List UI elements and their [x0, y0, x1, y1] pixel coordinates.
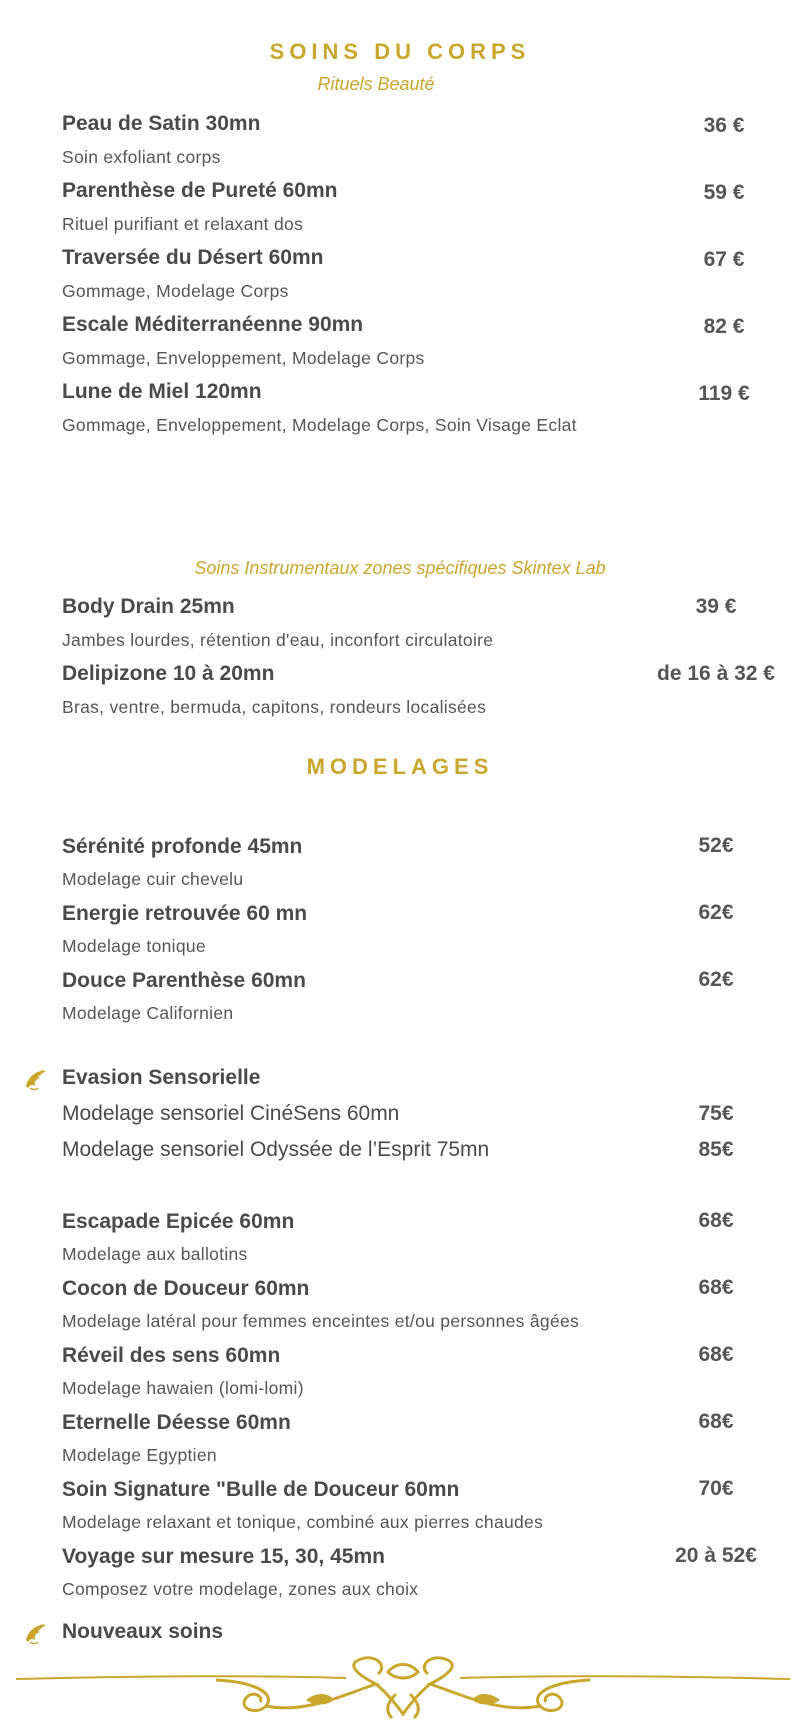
menu-item-name: Lune de Miel 120mn [62, 380, 262, 403]
menu-item-description: Modelage relaxant et tonique, combiné aux pierres chaudes [62, 1512, 544, 1532]
menu-item-name: Soin Signature "Bulle de Douceur 60mn [62, 1478, 460, 1501]
menu-item-price: de 16 à 32 € [657, 662, 775, 685]
menu-item-price: 20 à 52€ [675, 1544, 757, 1567]
menu-item-price: 68€ [698, 1276, 734, 1299]
sensory-section-title: Evasion Sensorielle [62, 1066, 261, 1089]
menu-item-price: 59 € [703, 181, 745, 204]
menu-item-name: Escale Méditerranéenne 90mn [62, 313, 364, 336]
menu-item-price: 68€ [698, 1343, 734, 1366]
menu-item-price: 67 € [703, 248, 745, 271]
menu-item-price: 82 € [703, 315, 745, 338]
menu-item-name: Escapade Epicée 60mn [62, 1210, 295, 1233]
menu-item-description: Modelage latéral pour femmes enceintes et/ou personnes âgées [62, 1311, 580, 1331]
menu-item-price: 52€ [698, 834, 734, 857]
menu-item-name: Body Drain 25mn [62, 595, 235, 618]
dragon-icon [22, 1066, 48, 1092]
menu-item-price: 75€ [698, 1102, 734, 1125]
menu-item-description: Gommage, Modelage Corps [62, 281, 289, 301]
menu-item-description: Modelage tonique [62, 936, 206, 956]
menu-item-price: 85€ [698, 1138, 734, 1161]
section-title-massages: MODELAGES [306, 754, 494, 779]
section-title-body-care: SOINS DU CORPS [269, 39, 531, 64]
menu-item-price: 119 € [698, 382, 750, 405]
menu-item-price: 68€ [698, 1410, 734, 1433]
menu-item-name: Delipizone 10 à 20mn [62, 662, 275, 685]
menu-item-description: Composez votre modelage, zones aux choix [62, 1579, 419, 1599]
menu-item-price: 39 € [695, 595, 737, 618]
dragon-icon [22, 1620, 48, 1646]
menu-item-description: Modelage Egyptien [62, 1445, 217, 1465]
menu-item-name: Réveil des sens 60mn [62, 1344, 281, 1367]
menu-item-name: Douce Parenthèse 60mn [62, 969, 306, 992]
menu-item-name: Modelage sensoriel CinéSens 60mn [62, 1102, 400, 1125]
menu-item-name: Parenthèse de Pureté 60mn [62, 179, 338, 202]
menu-item-description: Modelage Californien [62, 1003, 234, 1023]
menu-item-description: Jambes lourdes, rétention d'eau, inconfort circulatoire [62, 630, 494, 650]
menu-item-name: Peau de Satin 30mn [62, 112, 261, 135]
menu-item-description: Rituel purifiant et relaxant dos [62, 214, 304, 234]
menu-item-description: Modelage aux ballotins [62, 1244, 248, 1264]
new-care-section-title: Nouveaux soins [62, 1620, 224, 1643]
menu-item-description: Modelage cuir chevelu [62, 869, 244, 889]
menu-item-price: 62€ [698, 968, 734, 991]
menu-item-price: 70€ [698, 1477, 734, 1500]
menu-item-name: Voyage sur mesure 15, 30, 45mn [62, 1545, 385, 1568]
menu-item-name: Sérénité profonde 45mn [62, 835, 303, 858]
section-subtitle-rituals: Rituels Beauté [317, 74, 435, 94]
menu-item-price: 68€ [698, 1209, 734, 1232]
menu-item-description: Soin exfoliant corps [62, 147, 221, 167]
menu-item-description: Bras, ventre, bermuda, capitons, rondeurs localisées [62, 697, 487, 717]
menu-item-price: 62€ [698, 901, 734, 924]
menu-item-price: 36 € [703, 114, 745, 137]
menu-item-description: Gommage, Enveloppement, Modelage Corps [62, 348, 425, 368]
menu-item-description: Modelage hawaien (lomi-lomi) [62, 1378, 304, 1398]
menu-item-name: Eternelle Déesse 60mn [62, 1411, 291, 1434]
menu-item-name: Energie retrouvée 60 mn [62, 902, 308, 925]
ornament-flourish-icon [16, 1654, 790, 1722]
section-subtitle-instrumental: Soins Instrumentaux zones spécifiques Skintex Lab [194, 558, 606, 578]
menu-item-name: Traversée du Désert 60mn [62, 246, 324, 269]
menu-item-name: Cocon de Douceur 60mn [62, 1277, 310, 1300]
menu-item-name: Modelage sensoriel Odyssée de l’Esprit 75mn [62, 1138, 490, 1161]
menu-item-description: Gommage, Enveloppement, Modelage Corps, Soin Visage Eclat [62, 415, 577, 435]
